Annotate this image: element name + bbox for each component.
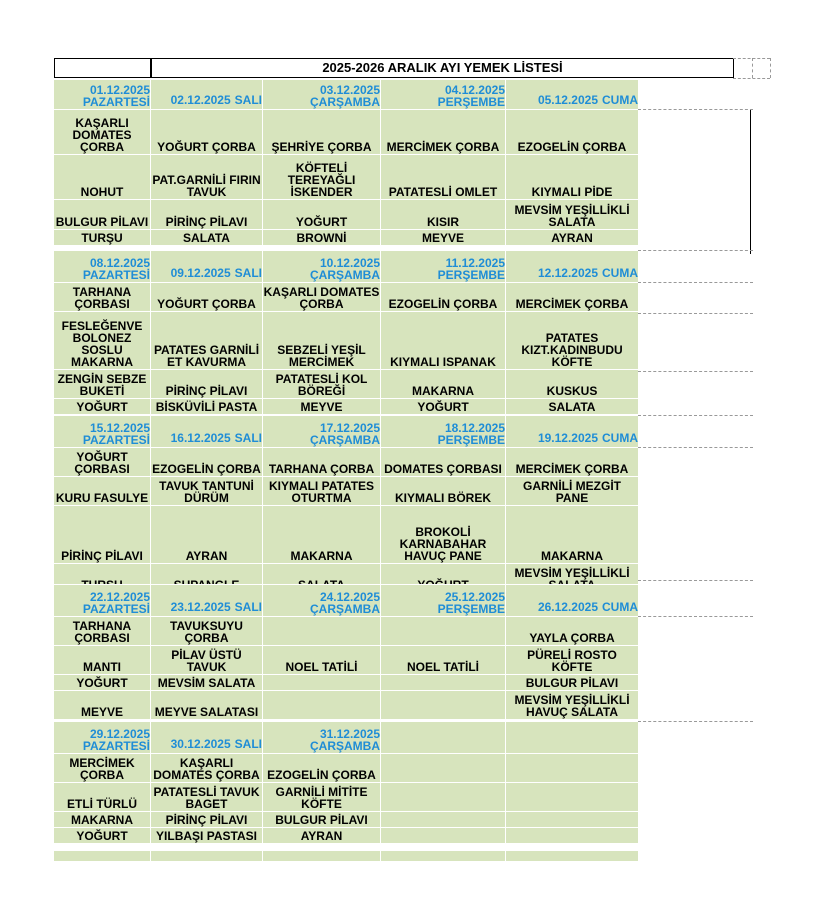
meal-row	[54, 109, 638, 154]
day-header-cell	[506, 416, 638, 447]
meal-cell: PİRİNÇ PİLAVI	[54, 506, 151, 563]
date-label: 18.12.2025	[444, 421, 505, 435]
meal-cell: MAKARNA	[506, 506, 638, 563]
day-header-cell	[263, 722, 381, 753]
meal-cell: MEYVE	[381, 230, 506, 245]
day-header-cell	[263, 251, 381, 282]
day-label: CUMA	[602, 93, 638, 107]
gridline	[638, 371, 753, 372]
meal-cell: BROWNİ	[263, 230, 381, 245]
meal-cell	[263, 617, 381, 645]
meal-cell: EZOGELİN ÇORBA	[381, 283, 506, 311]
meal-cell: TAVUKSUYU ÇORBA	[151, 617, 263, 645]
day-header-cell	[151, 251, 263, 282]
day-header-cell	[381, 722, 506, 753]
day-header-cell	[54, 80, 151, 109]
gridline	[733, 78, 770, 79]
gridline	[638, 109, 753, 110]
day-header-cell	[54, 416, 151, 447]
day-label: PERŞEMBE	[437, 433, 505, 447]
day-label: PAZARTESİ	[82, 433, 150, 447]
meal-cell: AYRAN	[263, 828, 381, 843]
meal-cell: MEYVE	[263, 399, 381, 414]
date-label: 24.12.2025	[319, 590, 380, 604]
day-header-cell	[381, 585, 506, 616]
date-label: 12.12.2025	[537, 266, 598, 280]
meal-cell: PÜRELİ ROSTO KÖFTE	[506, 646, 638, 674]
meal-cell: AYRAN	[506, 230, 638, 245]
meal-cell	[263, 691, 381, 719]
day-label: PAZARTESİ	[82, 95, 150, 109]
meal-cell: BROKOLİ KARNABAHAR HAVUÇ PANE	[381, 506, 506, 563]
meal-cell: YOĞURT	[54, 399, 151, 414]
empty-cell	[506, 851, 638, 861]
date-label: 11.12.2025	[445, 256, 505, 270]
meal-cell: EZOGELİN ÇORBA	[263, 754, 381, 782]
meal-cell: PATATES GARNİLİ ET KAVURMA	[151, 312, 263, 369]
meal-cell: MERCİMEK ÇORBA	[506, 283, 638, 311]
meal-cell: SEBZELİ YEŞİL MERCİMEK	[263, 312, 381, 369]
meal-cell: EZOGELİN ÇORBA	[506, 110, 638, 154]
gridline	[638, 580, 753, 581]
meal-cell: YOĞURT ÇORBASI	[54, 448, 151, 476]
date-label: 08.12.2025	[89, 256, 150, 270]
date-label: 26.12.2025	[537, 600, 598, 614]
meal-row	[54, 154, 638, 199]
meal-cell	[381, 783, 506, 811]
meal-cell: YOĞURT ÇORBA	[151, 283, 263, 311]
gridline	[638, 616, 753, 617]
meal-cell: TURŞU	[54, 230, 151, 245]
meal-cell: MERCİMEK ÇORBA	[54, 754, 151, 782]
meal-cell: FESLEĞENVE BOLONEZ SOSLU MAKARNA	[54, 312, 151, 369]
meal-cell	[381, 617, 506, 645]
meal-row	[54, 447, 638, 476]
meal-cell: KIYMALI BÖREK	[381, 477, 506, 505]
meal-cell: TARHANA ÇORBASI	[54, 617, 151, 645]
meal-cell: KÖFTELİ TEREYAĞLI İSKENDER	[263, 155, 381, 199]
gridline	[638, 415, 753, 416]
empty-cell	[381, 851, 506, 861]
meal-cell: NOEL TATİLİ	[263, 646, 381, 674]
date-label: 09.12.2025	[170, 266, 231, 280]
date-label: 01.12.2025	[89, 83, 150, 97]
day-header-cell	[263, 416, 381, 447]
meal-cell	[381, 675, 506, 690]
gridline	[752, 58, 753, 78]
date-label: 30.12.2025	[170, 737, 231, 751]
day-label: SALI	[234, 266, 262, 280]
meal-cell: PATATESLİ KOL BÖREĞİ	[263, 370, 381, 398]
title-blank-cell	[54, 58, 151, 78]
meal-cell	[381, 828, 506, 843]
meal-cell	[381, 691, 506, 719]
meal-cell: YOĞURT	[263, 200, 381, 229]
meal-cell	[263, 675, 381, 690]
day-header-cell	[506, 80, 638, 109]
date-label: 05.12.2025	[537, 93, 598, 107]
empty-cell	[54, 851, 151, 861]
date-label: 19.12.2025	[537, 431, 598, 445]
meal-cell: KAŞARLI DOMATES ÇORBA	[151, 754, 263, 782]
meal-cell: KURU FASULYE	[54, 477, 151, 505]
day-label: ÇARŞAMBA	[310, 739, 380, 753]
meal-cell: YOĞURT ÇORBA	[151, 110, 263, 154]
day-label: SALI	[234, 600, 262, 614]
meal-cell: ŞEHRİYE ÇORBA	[263, 110, 381, 154]
meal-cell: MEYVE	[54, 691, 151, 719]
meal-row	[54, 311, 638, 369]
meal-cell: PATATES KIZT.KADINBUDU KÖFTE	[506, 312, 638, 369]
meal-cell: MEVSİM YEŞİLLİKLİ SALATA	[506, 200, 638, 229]
meal-row	[54, 811, 638, 827]
meal-cell: MEVSİM SALATA	[151, 675, 263, 690]
day-header-cell	[151, 416, 263, 447]
meal-row	[54, 616, 638, 645]
date-label: 17.12.2025	[319, 421, 380, 435]
meal-cell: MEVSİM YEŞİLLİKLİ HAVUÇ SALATA	[506, 691, 638, 719]
date-label: 03.12.2025	[319, 83, 380, 97]
meal-cell: KIYMALI PATATES OTURTMA	[263, 477, 381, 505]
week-header-row	[54, 584, 638, 616]
meal-cell: MERCİMEK ÇORBA	[506, 448, 638, 476]
meal-cell: MEVSİM YEŞİLLİKLİ	[506, 564, 638, 592]
day-label: CUMA	[602, 431, 638, 445]
meal-cell: PATATESLİ OMLET	[381, 155, 506, 199]
day-label: SALI	[234, 737, 262, 751]
meal-cell	[506, 783, 638, 811]
day-label: SALI	[234, 93, 262, 107]
week-header-row	[54, 415, 638, 447]
day-label: ÇARŞAMBA	[310, 602, 380, 616]
day-header-cell	[151, 585, 263, 616]
meal-cell: BİSKÜVİLİ PASTA	[151, 399, 263, 414]
date-label: 31.12.2025	[319, 727, 380, 741]
meal-cell: KAŞARLI DOMATES ÇORBA	[54, 110, 151, 154]
day-header-cell	[151, 80, 263, 109]
day-label: PERŞEMBE	[437, 95, 505, 109]
day-label: PERŞEMBE	[437, 602, 505, 616]
day-header-cell	[506, 585, 638, 616]
meal-row	[54, 229, 638, 245]
meal-cell: KISIR	[381, 200, 506, 229]
day-header-cell	[506, 722, 638, 753]
date-label: 04.12.2025	[444, 83, 505, 97]
meal-row	[54, 369, 638, 398]
empty-cell	[263, 851, 381, 861]
meal-cell: YILBAŞI PASTASI	[151, 828, 263, 843]
empty-cell	[151, 851, 263, 861]
meal-cell: MAKARNA	[263, 506, 381, 563]
title-row	[54, 58, 734, 78]
meal-cell: TAVUK TANTUNİ DÜRÜM	[151, 477, 263, 505]
date-label: 29.12.2025	[89, 727, 150, 741]
meal-cell: MAKARNA	[54, 812, 151, 827]
meal-cell	[506, 828, 638, 843]
week-header-row	[54, 250, 638, 282]
meal-cell: MANTI	[54, 646, 151, 674]
day-header-cell	[151, 722, 263, 753]
week-header-row	[54, 721, 638, 753]
meal-cell: PİRİNÇ PİLAVI	[151, 200, 263, 229]
meal-row	[54, 199, 638, 229]
meal-row	[54, 476, 638, 505]
meal-cell: PAT.GARNİLİ FIRIN TAVUK	[151, 155, 263, 199]
day-header-cell	[54, 722, 151, 753]
meal-cell: MERCİMEK ÇORBA	[381, 110, 506, 154]
day-header-cell	[381, 251, 506, 282]
meal-cell: KIYMALI ISPANAK	[381, 312, 506, 369]
border-line	[750, 110, 751, 254]
week-header-row	[54, 79, 638, 109]
day-label: ÇARŞAMBA	[310, 433, 380, 447]
day-header-cell	[263, 80, 381, 109]
meal-row	[54, 782, 638, 811]
day-label: PAZARTESİ	[82, 268, 150, 282]
day-label: PAZARTESİ	[82, 739, 150, 753]
meal-row	[54, 674, 638, 690]
meal-cell: EZOGELİN ÇORBA	[151, 448, 263, 476]
day-header-cell	[54, 585, 151, 616]
gridline	[638, 282, 753, 283]
meal-cell: KUSKUS	[506, 370, 638, 398]
day-header-cell	[506, 251, 638, 282]
meal-cell: AYRAN	[151, 506, 263, 563]
meal-cell: SALATA	[506, 399, 638, 414]
day-label: PERŞEMBE	[437, 268, 505, 282]
date-label: 25.12.2025	[444, 590, 505, 604]
meal-cell: TARHANA ÇORBA	[263, 448, 381, 476]
meal-cell	[506, 754, 638, 782]
meal-row	[54, 398, 638, 414]
gridline	[733, 58, 770, 59]
meal-cell: KAŞARLI DOMATES ÇORBA	[263, 285, 380, 311]
page-title: 2025-2026 ARALIK AYI YEMEK LİSTESİ	[151, 58, 734, 78]
meal-cell: NOHUT	[54, 155, 151, 199]
meal-cell: ETLİ TÜRLÜ	[54, 783, 151, 811]
meal-cell	[381, 754, 506, 782]
gridline	[638, 313, 753, 314]
day-header-cell	[54, 251, 151, 282]
meal-cell: NOEL TATİLİ	[381, 646, 506, 674]
meal-cell: KIYMALI PİDE	[506, 155, 638, 199]
meal-cell: ZENGİN SEBZE BUKETİ	[54, 370, 151, 398]
meal-cell: MAKARNA	[381, 370, 506, 398]
meal-cell: GARNİLİ MİTİTE KÖFTE	[263, 783, 381, 811]
day-label: PAZARTESİ	[82, 602, 150, 616]
meal-cell: SALATA	[151, 230, 263, 245]
meal-cell: BULGUR PİLAVI	[506, 675, 638, 690]
gridline	[638, 721, 753, 722]
date-label: 10.12.2025	[319, 256, 380, 270]
meal-cell: MEYVE SALATASI	[151, 691, 263, 719]
meal-cell: TARHANA ÇORBASI	[54, 283, 151, 311]
date-label: 23.12.2025	[170, 600, 231, 614]
date-label: 22.12.2025	[89, 590, 150, 604]
meal-cell	[381, 812, 506, 827]
meal-row	[54, 827, 638, 843]
day-header-cell	[381, 80, 506, 109]
meal-cell: YOĞURT	[381, 399, 506, 414]
meal-cell: YOĞURT	[54, 828, 151, 843]
meal-cell: YOĞURT	[54, 675, 151, 690]
day-header-cell	[381, 416, 506, 447]
date-label: 16.12.2025	[170, 431, 231, 445]
meal-row	[54, 282, 638, 311]
meal-row	[54, 690, 638, 719]
meal-cell: PATATESLİ TAVUK BAGET	[151, 783, 263, 811]
day-label: CUMA	[602, 600, 638, 614]
meal-row	[54, 505, 638, 563]
day-header-cell	[263, 585, 381, 616]
meal-cell: BULGUR PİLAVI	[263, 812, 381, 827]
meal-cell: PİRİNÇ PİLAVI	[151, 370, 263, 398]
meal-cell: BULGUR PİLAVI	[54, 200, 151, 229]
date-label: 15.12.2025	[89, 421, 150, 435]
meal-row	[54, 645, 638, 674]
gridline	[638, 447, 753, 448]
meal-cell: PİLAV ÜSTÜ TAVUK	[151, 646, 263, 674]
day-label: ÇARŞAMBA	[310, 268, 380, 282]
meal-cell: GARNİLİ MEZGİT PANE	[506, 477, 638, 505]
filler-row	[54, 850, 638, 861]
day-label: CUMA	[602, 266, 638, 280]
day-label: ÇARŞAMBA	[310, 95, 380, 109]
meal-row	[54, 753, 638, 782]
day-label: SALI	[234, 431, 262, 445]
gridline	[770, 58, 771, 78]
meal-cell: YAYLA ÇORBA	[506, 617, 638, 645]
date-label: 02.12.2025	[170, 93, 231, 107]
gridline	[638, 250, 753, 251]
meal-cell: PİRİNÇ PİLAVI	[151, 812, 263, 827]
meal-cell	[506, 812, 638, 827]
border-line	[733, 58, 734, 78]
meal-cell: DOMATES ÇORBASI	[381, 448, 506, 476]
